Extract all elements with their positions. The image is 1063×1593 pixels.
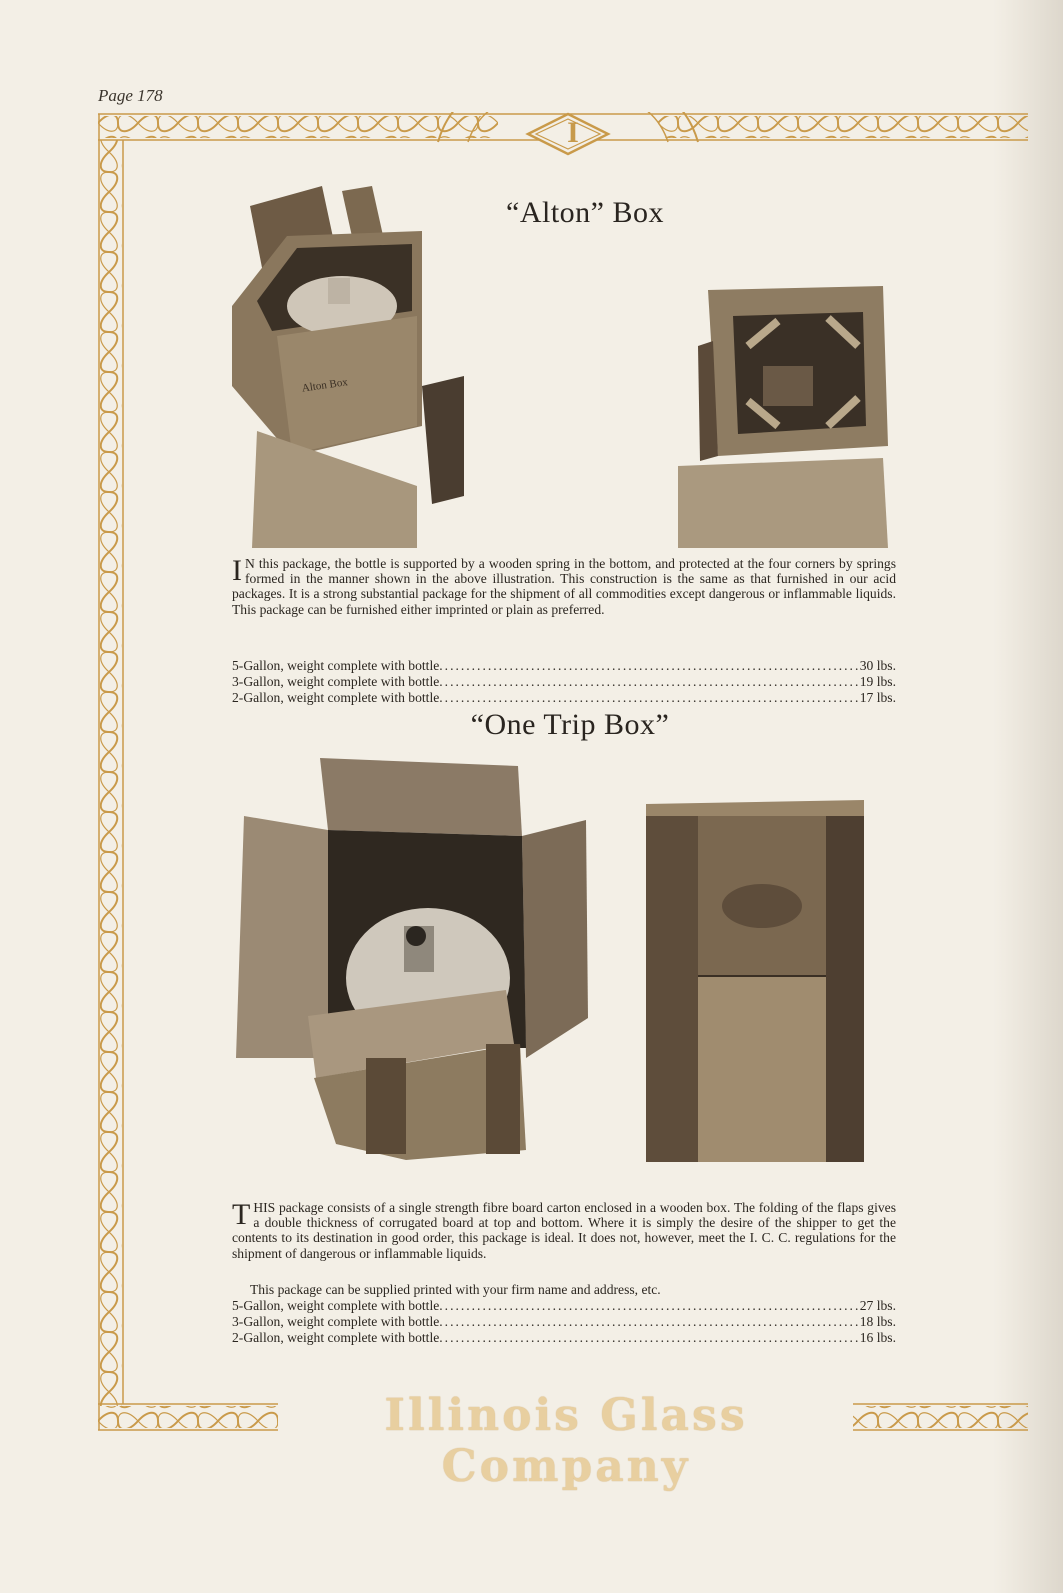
alton-box-top-view-photo [678,286,898,548]
spec-label: 3-Gallon, weight complete with bottle [232,674,440,689]
alton-box-title: “Alton” Box [506,196,664,229]
spec-value: 17 lbs. [859,690,896,705]
spec-label: 2-Gallon, weight complete with bottle [232,690,440,705]
spec-label: 5-Gallon, weight complete with bottle [232,658,440,673]
spec-value: 19 lbs. [859,674,896,689]
alton-spec-row [232,674,896,689]
leader-dots [439,1314,859,1329]
alton-box-open-photo [232,186,472,548]
spec-label: 3-Gallon, weight complete with bottle [232,1314,440,1329]
leader-dots [439,658,859,673]
spec-value: 16 lbs. [859,1330,896,1345]
one-trip-spec-row [232,1330,896,1345]
one-trip-spec-row [232,1314,896,1329]
spec-value: 18 lbs. [859,1314,896,1329]
alton-paragraph: N this package, the bottle is supported by a wooden spring in the bottom, and protected at the four corners by springs formed in the manner shown in the above illustration. This construction is the same as that furnished in our acid packages. It is a strong substantial package for the shipment of all commodities except dangerous or inflammable liquids. This package can be furnished either imprinted or plain as preferred. [232,556,896,617]
one-trip-paragraph: HIS package consists of a single strength fibre board carton enclosed in a wooden box. The folding of the flaps gives a double thickness of corrugated board at top and bottom. Where it is simply the desire of the shipper to get the contents to its destination in good order, this package is ideal. It does not, however, meet the I. C. C. regulations for the shipment of dangerous or inflammable liquids. [232,1200,896,1261]
svg-text:Alton Box: Alton Box [301,376,349,395]
page-number: Page 178 [98,86,163,105]
leader-dots [439,674,859,689]
one-trip-paragraph-2: This package can be supplied printed with your firm name and address, etc. [250,1282,661,1297]
one-trip-box-open-photo [236,758,588,1160]
leader-dots [439,690,859,705]
one-trip-box-closed-photo [642,796,872,1166]
spec-value: 27 lbs. [859,1298,896,1313]
alton-dropcap: I [232,554,242,587]
spec-value: 30 lbs. [859,658,896,673]
one-trip-box-description [232,1200,896,1261]
crest-letter: I [567,116,579,149]
alton-box-description [232,556,896,617]
footer-company-name: Illinois Glass Company [384,1390,748,1492]
one-trip-box-title: “One Trip Box” [470,708,670,741]
spec-label: 5-Gallon, weight complete with bottle [232,1298,440,1313]
alton-spec-row [232,658,896,673]
one-trip-dropcap: T [232,1198,251,1231]
alton-spec-row [232,690,896,705]
one-trip-spec-row [232,1298,896,1313]
leader-dots [439,1330,859,1345]
leader-dots [439,1298,859,1313]
spec-label: 2-Gallon, weight complete with bottle [232,1330,440,1345]
